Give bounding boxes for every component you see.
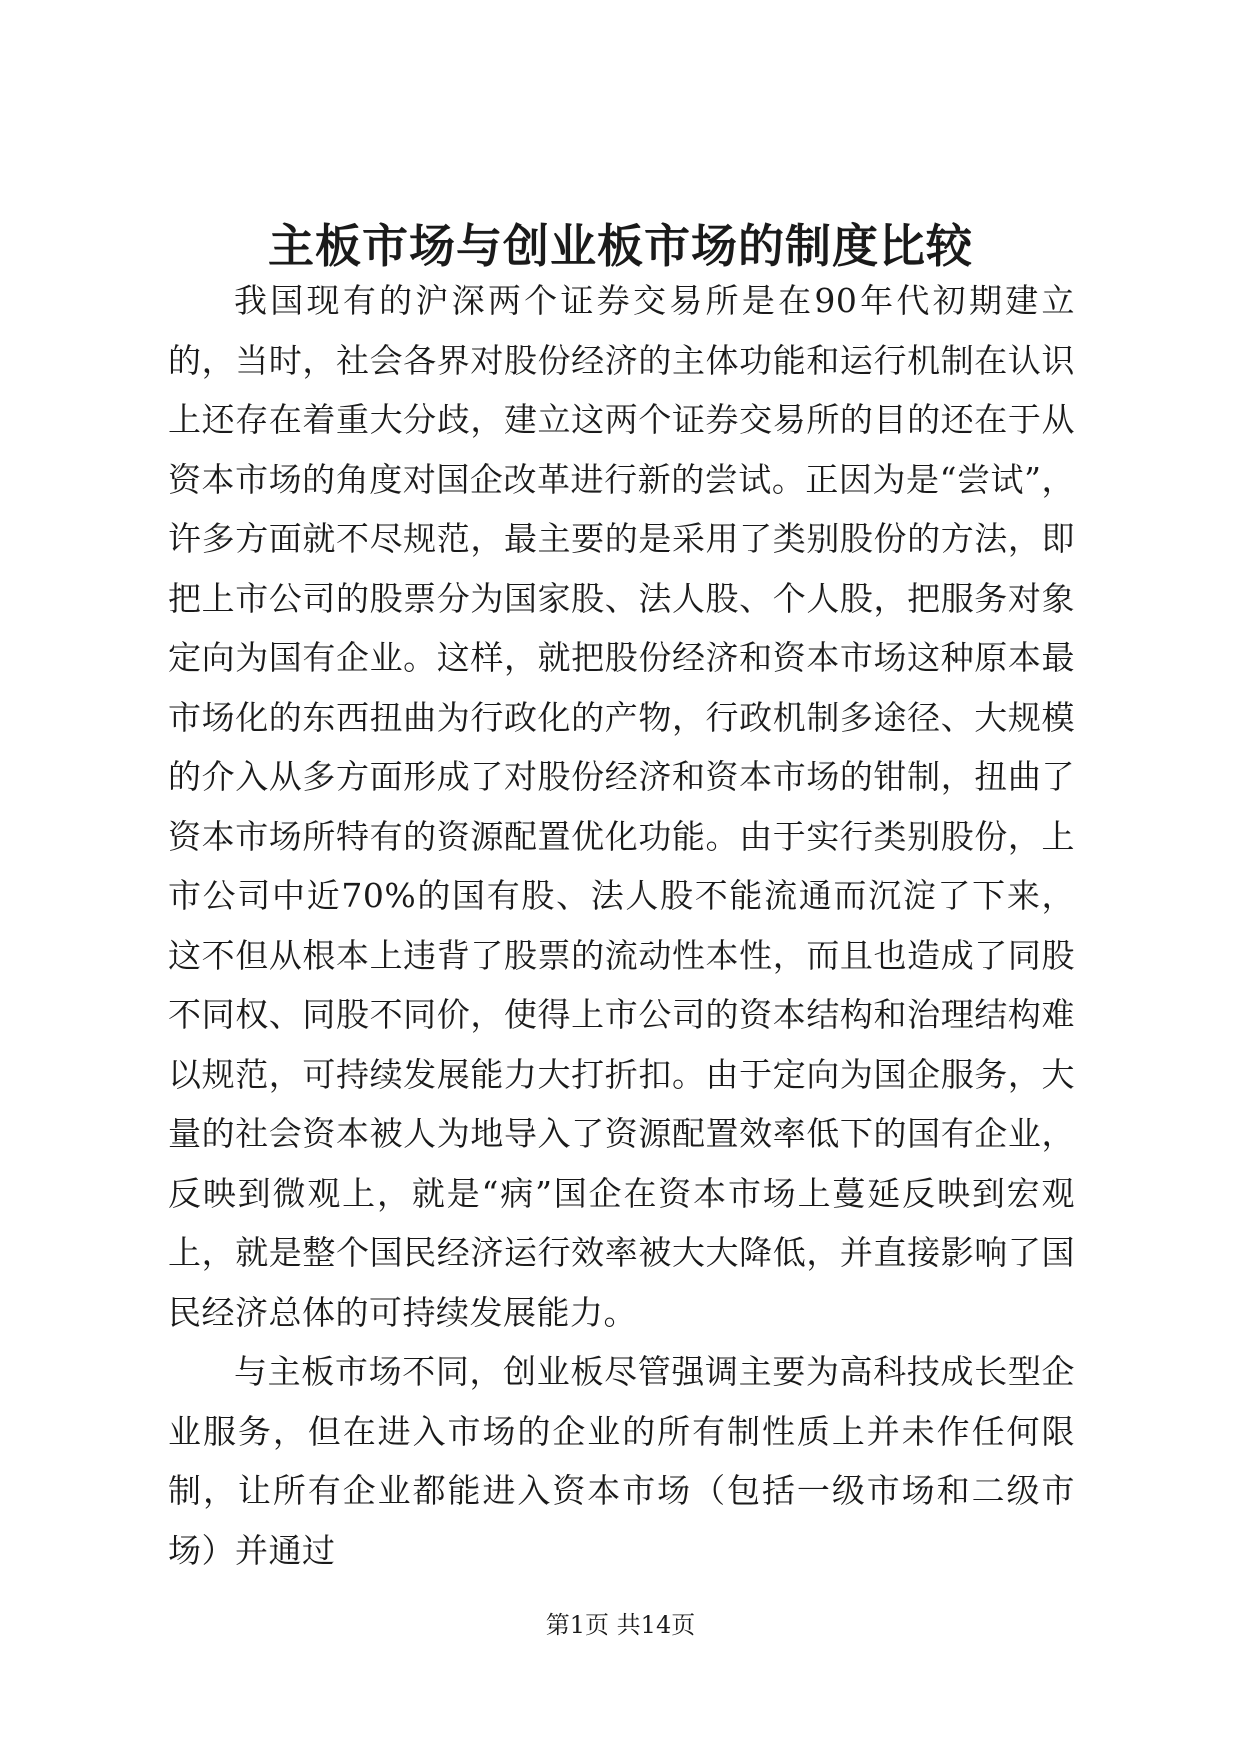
page-number-footer: 第1页 共14页: [545, 1611, 696, 1639]
document-title: 主板市场与创业板市场的制度比较: [268, 219, 973, 273]
paragraph-2: 与主板市场不同，创业板尽管强调主要为高科技成长型企业服务，但在进入市场的企业的所有制性质上并未作任何限制，让所有企业都能进入资本市场（包括一级市场和二级市场）并通过: [168, 1352, 1075, 1570]
paragraph-1: 我国现有的沪深两个证券交易所是在90年代初期建立的，当时，社会各界对股份经济的主体功能和运行机制在认识上还存在着重大分歧，建立这两个证券交易所的目的还在于从资本市场的角度对国企改革进行新的尝试。正因为是“尝试”，许多方面就不尽规范，最主要的是采用了类别股份的方法，即把上市公司的股票分为国家股、法人股、个人股，把服务对象定向为国有企业。这样，就把股份经济和资本市场这种原本最市场化的东西扭曲为行政化的产物，行政机制多途径、大规模的介入从多方面形成了对股份经济和资本市场的钳制，扭曲了资本市场所特有的资源配置优化功能。由于实行类别股份，上市公司中近70%的国有股、法人股不能流通而沉淀了下来，这不但从根本上违背了股票的流动性本性，而且也造成了同股不同权、同股不同价，使得上市公司的资本结构和治理结构难以规范，可持续发展能力大打折扣。由于定向为国企服务，大量的社会资本被人为地导入了资源配置效率低下的国有企业，反映到微观上，就是“病”国企在资本市场上蔓延反映到宏观上，就是整个国民经济运行效率被大大降低，并直接影响了国民经济总体的可持续发展能力。: [168, 281, 1075, 1332]
document-body: [168, 271, 1075, 1580]
